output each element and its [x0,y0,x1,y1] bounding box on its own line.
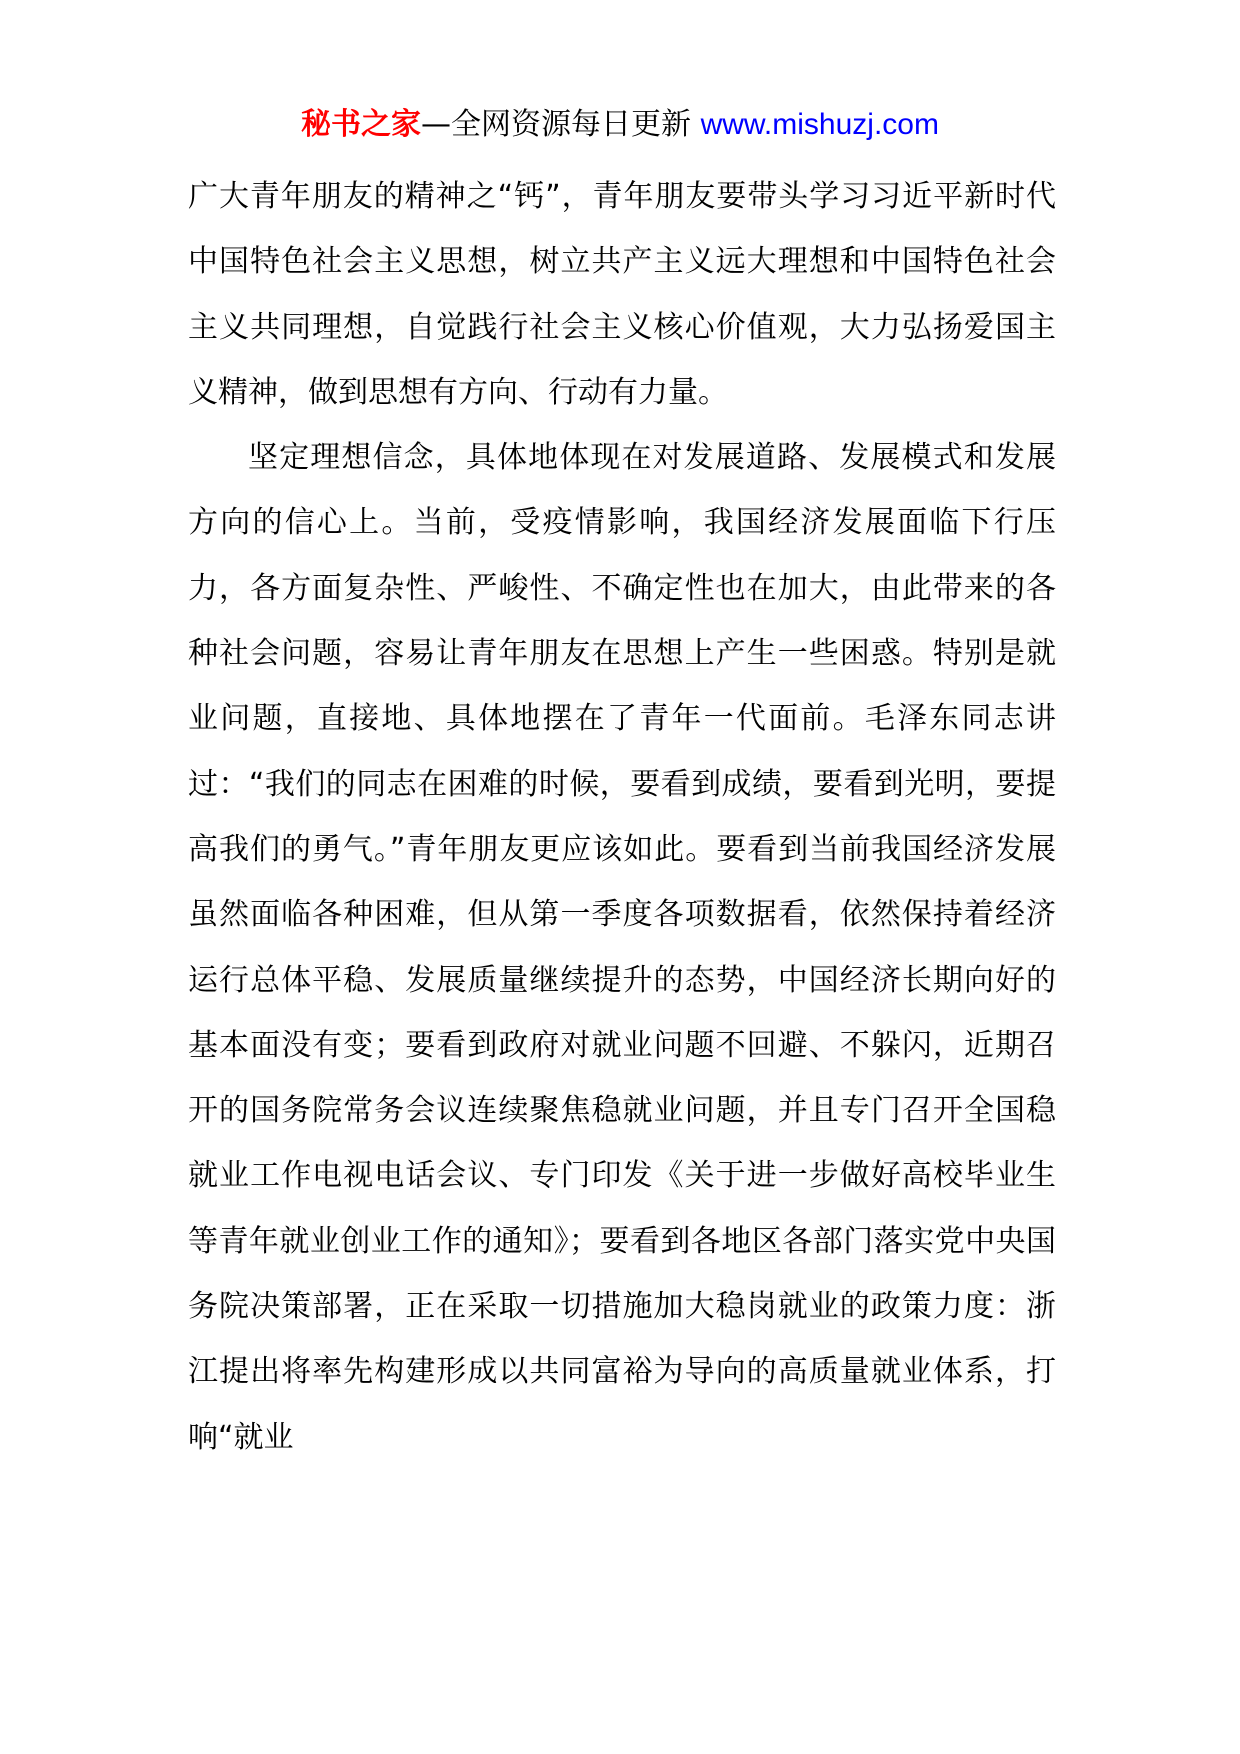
document-body [188,164,1056,1470]
paragraph-2: 坚定理想信念，具体地体现在对发展道路、发展模式和发展方向的信心上。当前，受疫情影响，我国经济发展面临下行压力，各方面复杂性、严峻性、不确定性也在加大，由此带来的各种社会问题，容易让青年朋友在思想上产生一些困惑。特别是就业问题，直接地、具体地摆在了青年一代面前。毛泽东同志讲过：“我们的同志在困难的时候，要看到成绩，要看到光明，要提高我们的勇气。”青年朋友更应该如此。要看到当前我国经济发展虽然面临各种困难，但从第一季度各项数据看，依然保持着经济运行总体平稳、发展质量继续提升的态势，中国经济长期向好的基本面没有变；要看到政府对就业问题不回避、不躲闪，近期召开的国务院常务会议连续聚焦稳就业问题，并且专门召开全国稳就业工作电视电话会议、专门印发《关于进一步做好高校毕业生等青年就业创业工作的通知》；要看到各地区各部门落实党中央国务院决策部署，正在采取一切措施加大稳岗就业的政策力度：浙江提出将率先构建形成以共同富裕为导向的高质量就业体系，打响“就业 [188,440,1056,1455]
header-tagline: —全网资源每日更新 [421,107,701,142]
brand-name: 秘书之家 [301,107,422,142]
site-url[interactable]: www.mishuzj.com [700,108,939,141]
page-header [0,100,1240,150]
paragraph-1: 广大青年朋友的精神之“钙”，青年朋友要带头学习习近平新时代中国特色社会主义思想，树立共产主义远大理想和中国特色社会主义共同理想，自觉践行社会主义核心价值观，大力弘扬爱国主义精神，做到思想有方向、行动有力量。 [188,179,1056,410]
